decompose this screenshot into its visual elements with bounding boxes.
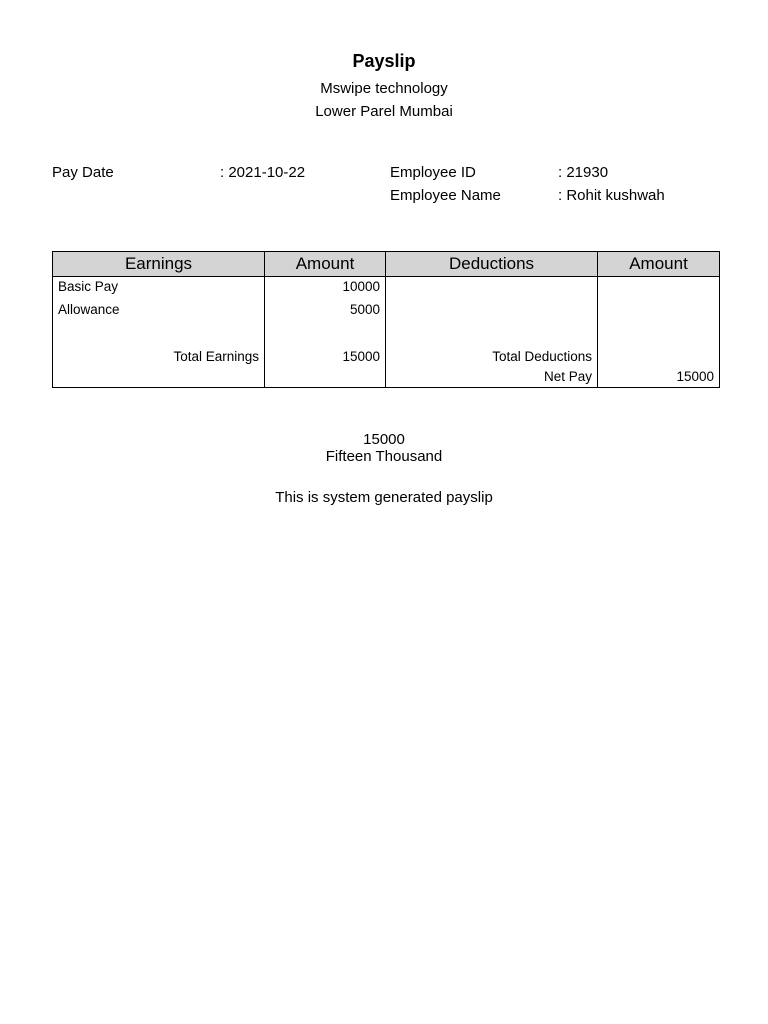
employee-name-label: Employee Name xyxy=(390,187,501,204)
earnings-amount-header: Amount xyxy=(265,252,386,277)
net-amount: 15000 xyxy=(363,431,405,448)
employee-id-label: Employee ID xyxy=(390,164,476,181)
net-pay-label: Net Pay xyxy=(543,369,592,384)
deductions-column xyxy=(386,277,598,388)
earnings-column xyxy=(53,277,265,388)
company-name: Mswipe technology xyxy=(320,80,448,97)
earnings-amount-column xyxy=(265,277,386,388)
company-address: Lower Parel Mumbai xyxy=(315,103,453,120)
net-pay-value: 15000 xyxy=(676,369,714,384)
deductions-header: Deductions xyxy=(386,252,598,277)
earnings-header: Earnings xyxy=(53,252,265,277)
total-earnings-value: 15000 xyxy=(342,349,380,364)
deductions-amount-header: Amount xyxy=(598,252,720,277)
pay-date-value: : 2021-10-22 xyxy=(220,164,306,181)
deductions-amount-column xyxy=(598,277,720,388)
total-deductions-label: Total Deductions xyxy=(492,349,592,364)
earning-label-allowance: Allowance xyxy=(58,302,120,317)
employee-name-value: : Rohit kushwah xyxy=(558,187,665,204)
employee-id-value: : 21930 xyxy=(558,164,609,181)
net-amount-in-words: Fifteen Thousand xyxy=(325,448,443,465)
payslip-table xyxy=(52,251,720,388)
payslip-title: Payslip xyxy=(352,51,416,71)
total-earnings-label: Total Earnings xyxy=(173,349,259,364)
earning-amount-allowance: 5000 xyxy=(349,302,380,317)
earning-amount-basic-pay: 10000 xyxy=(342,279,380,294)
table-body-row xyxy=(53,277,720,388)
system-generated-note: This is system generated payslip xyxy=(275,489,493,506)
earning-label-basic-pay: Basic Pay xyxy=(58,279,119,294)
table-header-row xyxy=(53,252,720,277)
pay-date-label: Pay Date xyxy=(52,164,114,181)
